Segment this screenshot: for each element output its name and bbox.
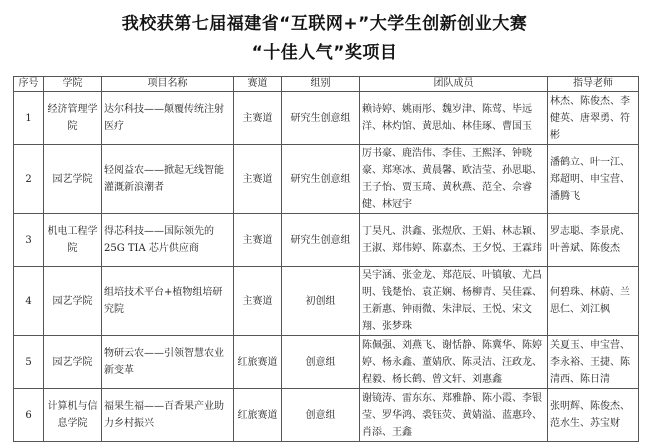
header-group: 组别: [282, 77, 360, 92]
cell-members: 厉书豪、鹿浩伟、李佳、王熙泽、钟晓豪、郑寒冰、黄晨馨、欧洁莹、孙思聪、王子怡、贾玉琦、黄秋燕、范全、佘睿健、林冠宇: [360, 145, 548, 214]
cell-group: 研究生创意组: [282, 92, 360, 145]
cell-project: 福果生福——百香果产业助力乡村振兴: [102, 389, 234, 442]
cell-members: 赖诗婷、姚雨彤、魏岁津、陈莺、毕远洋、林灼馆、黄思灿、林佳琢、曹国玉: [360, 92, 548, 145]
cell-members: 陈佩强、刘燕飞、谢恬静、陈冀华、陈婷婷、杨永鑫、董婧欣、陈灵洁、汪政龙、程毅、杨长鹤、曾文轩、刘惠鑫: [360, 336, 548, 389]
cell-advisors: 林杰、陈俊杰、李健英、唐翠勇、符彬: [548, 92, 639, 145]
cell-college: 园艺学院: [44, 145, 102, 214]
cell-no: 2: [14, 145, 44, 214]
cell-members: 丁昊凡、洪鑫、张煜欣、王娟、林志颖、王淑、郑伟婷、陈嘉杰、王夕悦、王霖玮: [360, 214, 548, 267]
document-title-line2: “十佳人气”奖项目: [251, 43, 398, 63]
table-row: [14, 336, 639, 389]
cell-advisors: 何碧珠、林蔚、兰思仁、刘江枫: [548, 267, 639, 336]
table-header-row: [14, 77, 639, 92]
awards-table: [13, 76, 639, 442]
cell-college: 园艺学院: [44, 336, 102, 389]
header-track: 赛道: [234, 77, 282, 92]
cell-advisors: 关夏玉、申宝营、李永裕、王捷、陈清西、陈日清: [548, 336, 639, 389]
table-row: [14, 145, 639, 214]
cell-no: 6: [14, 389, 44, 442]
cell-project: 得芯科技——国际领先的25G TIA 芯片供应商: [102, 214, 234, 267]
cell-group: 创意组: [282, 389, 360, 442]
cell-no: 1: [14, 92, 44, 145]
cell-track: 主赛道: [234, 267, 282, 336]
cell-advisors: 潘鹤立、叶一江、郑超明、申宝营、潘腾飞: [548, 145, 639, 214]
cell-project: 物研云农——引领智慧农业新变革: [102, 336, 234, 389]
cell-group: 创意组: [282, 336, 360, 389]
cell-no: 5: [14, 336, 44, 389]
cell-track: 主赛道: [234, 145, 282, 214]
cell-project: 轻阅益农——掀起无线智能灌溉新浪潮者: [102, 145, 234, 214]
cell-members: 吴宇涵、张金龙、郑范辰、叶镇敏、尤昌明、钱楚怡、袁芷娴、杨柳青、吴佳霖、王新惠、钟雨微、朱津辰、王悦、宋文翔、张梦珠: [360, 267, 548, 336]
cell-no: 3: [14, 214, 44, 267]
cell-no: 4: [14, 267, 44, 336]
cell-group: 研究生创意组: [282, 214, 360, 267]
header-project: 项目名称: [102, 77, 234, 92]
header-college: 学院: [44, 77, 102, 92]
document-title-line1: 我校获第七届福建省“互联网+”大学生创新创业大赛: [121, 14, 528, 34]
cell-project: 组培技术平台+植物组培研究院: [102, 267, 234, 336]
cell-track: 主赛道: [234, 214, 282, 267]
table-row: [14, 267, 639, 336]
header-no: 序号: [14, 77, 44, 92]
cell-college: 园艺学院: [44, 267, 102, 336]
cell-track: 红旅赛道: [234, 336, 282, 389]
table-row: [14, 389, 639, 442]
header-members: 团队成员: [360, 77, 548, 92]
cell-track: 红旅赛道: [234, 389, 282, 442]
cell-college: 计算机与信息学院: [44, 389, 102, 442]
cell-group: 初创组: [282, 267, 360, 336]
cell-college: 机电工程学院: [44, 214, 102, 267]
header-advisors: 指导老师: [548, 77, 639, 92]
cell-college: 经济管理学院: [44, 92, 102, 145]
cell-advisors: 张明辉、陈俊杰、范水生、苏宝财: [548, 389, 639, 442]
cell-members: 谢镜涛、雷东东、郑雅静、陈小霞、李银莹、罗华鸿、裘钰荧、黄婧溢、蓝惠玲、肖添、王鑫: [360, 389, 548, 442]
cell-advisors: 罗志聪、李景虎、叶善斌、陈俊杰: [548, 214, 639, 267]
cell-group: 研究生创意组: [282, 145, 360, 214]
table-row: [14, 214, 639, 267]
cell-project: 达尔科技——颠覆传统注射医疗: [102, 92, 234, 145]
table-row: [14, 92, 639, 145]
cell-track: 主赛道: [234, 92, 282, 145]
